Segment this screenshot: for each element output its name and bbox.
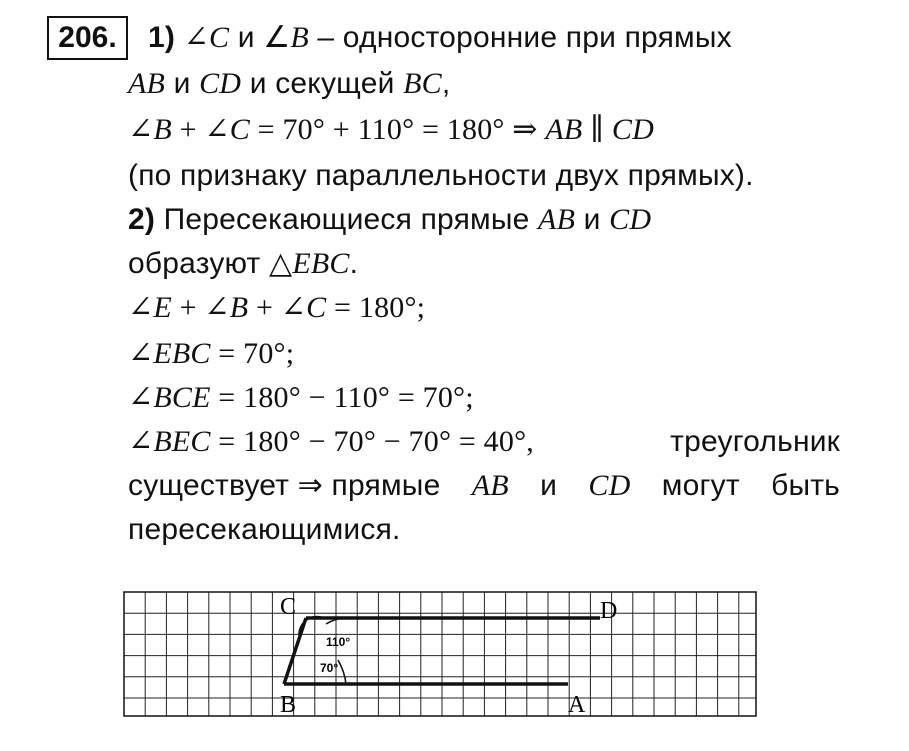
text: быть: [771, 469, 840, 502]
var-bce: BCE: [153, 381, 211, 414]
part2-label: 2): [128, 203, 156, 236]
var-bc: BC: [403, 67, 442, 100]
text: существует ⇒ прямые: [128, 469, 441, 502]
var-bec: BEC: [153, 425, 211, 458]
angle-arc-b: [338, 660, 346, 684]
line-5: [128, 202, 651, 238]
equation: [128, 424, 534, 460]
var-c: C: [208, 21, 230, 54]
angle-c-label: 110°: [326, 635, 351, 649]
var-b: B: [153, 113, 172, 146]
var-ab: AB: [471, 469, 509, 502]
parallel-symbol: ∥: [582, 113, 612, 146]
text: + ∠: [248, 291, 307, 324]
var-cd: CD: [609, 203, 652, 236]
angle-symbol: ∠: [128, 381, 154, 414]
part1-label: 1): [148, 21, 176, 54]
angle-b-label: 70°: [320, 661, 339, 675]
line-3: [128, 112, 654, 148]
line-8: [128, 336, 294, 372]
text: могут: [661, 469, 740, 502]
problem-number: 206.: [47, 16, 128, 60]
grid-border: [124, 592, 756, 716]
text: = 70°;: [210, 337, 295, 370]
var-ebc: EBC: [153, 337, 211, 370]
text: и: [540, 469, 558, 502]
line-9: [128, 380, 474, 416]
text: = 180°;: [326, 291, 426, 324]
text: и секущей: [241, 67, 404, 100]
var-ebc: EBC: [292, 247, 350, 280]
line-4: (по признаку параллельности двух прямых).: [128, 159, 754, 192]
var-ab: AB: [128, 67, 166, 100]
text: .: [349, 247, 359, 280]
point-d-label: D: [600, 598, 618, 624]
line-10: [128, 424, 840, 460]
line-11: [128, 468, 840, 504]
var-b: B: [229, 291, 249, 324]
var-cd: CD: [611, 113, 654, 146]
text: и: [575, 203, 610, 236]
var-c: C: [306, 291, 327, 324]
line-12: пересекающимися.: [128, 513, 401, 546]
geometry-figure: [120, 588, 760, 720]
var-cd: CD: [199, 67, 242, 100]
angle-symbol: ∠: [128, 113, 154, 146]
var-e: E: [153, 291, 172, 324]
text: образуют △: [128, 247, 293, 280]
segment-bc: [284, 618, 306, 684]
point-a-label: A: [568, 692, 586, 718]
var-b: B: [290, 21, 309, 54]
line-2: [128, 66, 450, 102]
angle-symbol: ∠: [128, 337, 154, 370]
angle-symbol: ∠: [183, 21, 209, 54]
line-1: [148, 20, 732, 56]
var-c: C: [229, 113, 250, 146]
point-b-label: B: [280, 692, 297, 718]
text: = 180° − 110° = 70°;: [210, 381, 474, 414]
var-ab: AB: [545, 113, 583, 146]
text: и: [165, 67, 200, 100]
grid: [124, 592, 756, 716]
text: Пересекающиеся прямые: [155, 203, 539, 236]
angle-symbol: ∠: [128, 291, 154, 324]
text: и ∠: [229, 21, 291, 54]
equation: = 70° + 110° = 180° ⇒: [249, 113, 546, 146]
line-6: [128, 246, 358, 282]
text: треугольник: [670, 425, 840, 458]
angle-symbol: ∠: [128, 425, 154, 458]
text: + ∠: [171, 113, 230, 146]
text: ,: [441, 67, 451, 100]
text: – односторонние при прямых: [308, 21, 732, 54]
point-c-label: C: [280, 594, 297, 620]
text: + ∠: [171, 291, 230, 324]
line-7: [128, 290, 425, 326]
text: = 180° − 70° − 70° = 40°,: [210, 425, 534, 458]
var-ab: AB: [538, 203, 576, 236]
var-cd: CD: [588, 469, 631, 502]
